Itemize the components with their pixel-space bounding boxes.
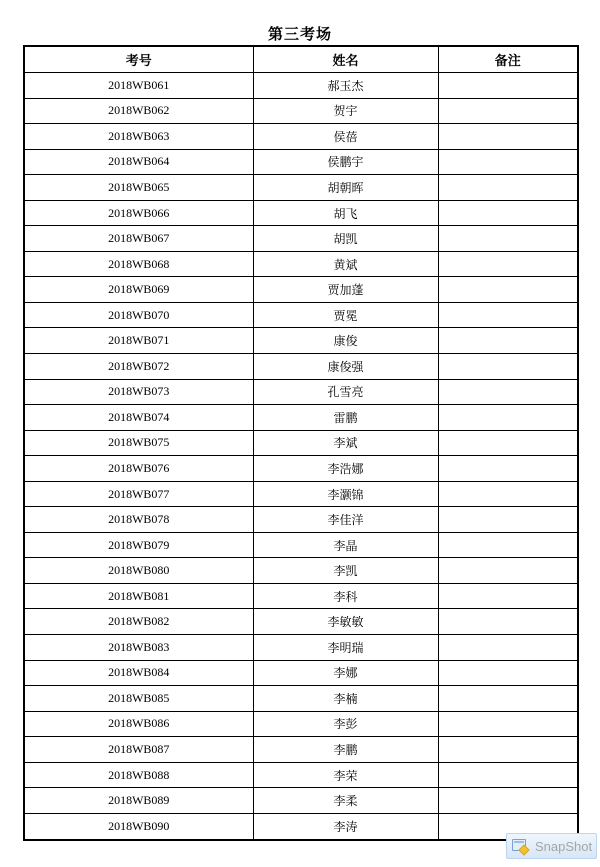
remark-cell	[438, 430, 578, 456]
remark-cell	[438, 405, 578, 431]
exam-number-cell: 2018WB066	[24, 200, 253, 226]
exam-number-cell: 2018WB075	[24, 430, 253, 456]
table-row	[24, 737, 578, 763]
remark-cell	[438, 379, 578, 405]
remark-cell	[438, 609, 578, 635]
table-row	[24, 762, 578, 788]
name-cell: 雷鹏	[253, 405, 438, 431]
table-row	[24, 660, 578, 686]
exam-number-cell: 2018WB080	[24, 558, 253, 584]
exam-number-cell: 2018WB084	[24, 660, 253, 686]
name-cell: 李斌	[253, 430, 438, 456]
table-row	[24, 635, 578, 661]
name-cell: 李楠	[253, 686, 438, 712]
remark-cell	[438, 302, 578, 328]
name-cell: 侯鹏宇	[253, 149, 438, 175]
remark-cell	[438, 737, 578, 763]
name-cell: 李彭	[253, 711, 438, 737]
remark-cell	[438, 532, 578, 558]
remark-cell	[438, 788, 578, 814]
header-row	[24, 46, 578, 73]
table-row	[24, 711, 578, 737]
column-header-remark: 备注	[438, 46, 578, 73]
snapshot-label: SnapShot	[535, 838, 593, 854]
remark-cell	[438, 226, 578, 252]
remark-cell	[438, 175, 578, 201]
remark-cell	[438, 635, 578, 661]
column-header-exam-number: 考号	[24, 46, 253, 73]
table-row	[24, 277, 578, 303]
exam-number-cell: 2018WB086	[24, 711, 253, 737]
table-row	[24, 124, 578, 150]
name-cell: 胡凯	[253, 226, 438, 252]
remark-cell	[438, 507, 578, 533]
page-title: 第三考场	[267, 27, 332, 43]
name-cell: 郝玉杰	[253, 73, 438, 99]
exam-number-cell: 2018WB081	[24, 583, 253, 609]
table-row	[24, 302, 578, 328]
remark-cell	[438, 660, 578, 686]
name-cell: 贾加蓬	[253, 277, 438, 303]
name-cell: 李敏敏	[253, 609, 438, 635]
name-cell: 李浩娜	[253, 456, 438, 482]
table-row	[24, 558, 578, 584]
name-cell: 胡飞	[253, 200, 438, 226]
exam-number-cell: 2018WB072	[24, 354, 253, 380]
table-row	[24, 73, 578, 99]
name-cell: 贺宇	[253, 98, 438, 124]
table-row	[24, 328, 578, 354]
name-cell: 孔雪亮	[253, 379, 438, 405]
table-row	[24, 175, 578, 201]
table-row	[24, 98, 578, 124]
exam-number-cell: 2018WB076	[24, 456, 253, 482]
exam-number-cell: 2018WB079	[24, 532, 253, 558]
name-cell: 李科	[253, 583, 438, 609]
name-cell: 侯蓓	[253, 124, 438, 150]
name-cell: 李佳洋	[253, 507, 438, 533]
table-row	[24, 507, 578, 533]
remark-cell	[438, 583, 578, 609]
exam-number-cell: 2018WB087	[24, 737, 253, 763]
exam-number-cell: 2018WB070	[24, 302, 253, 328]
table-row	[24, 226, 578, 252]
name-cell: 李荣	[253, 762, 438, 788]
exam-number-cell: 2018WB061	[24, 73, 253, 99]
snapshot-button[interactable]	[506, 833, 597, 859]
name-cell: 李明瑞	[253, 635, 438, 661]
roster-table	[23, 45, 579, 841]
column-header-name: 姓名	[253, 46, 438, 73]
exam-number-cell: 2018WB071	[24, 328, 253, 354]
remark-cell	[438, 762, 578, 788]
remark-cell	[438, 277, 578, 303]
name-cell: 胡朝晖	[253, 175, 438, 201]
exam-number-cell: 2018WB067	[24, 226, 253, 252]
table-row	[24, 788, 578, 814]
remark-cell	[438, 456, 578, 482]
name-cell: 李灏锦	[253, 481, 438, 507]
name-cell: 黄斌	[253, 251, 438, 277]
table-row	[24, 149, 578, 175]
remark-cell	[438, 328, 578, 354]
exam-number-cell: 2018WB090	[24, 813, 253, 840]
remark-cell	[438, 558, 578, 584]
name-cell: 李涛	[253, 813, 438, 840]
table-row	[24, 405, 578, 431]
exam-number-cell: 2018WB083	[24, 635, 253, 661]
exam-number-cell: 2018WB069	[24, 277, 253, 303]
table-row	[24, 200, 578, 226]
table-row	[24, 379, 578, 405]
exam-number-cell: 2018WB063	[24, 124, 253, 150]
exam-number-cell: 2018WB088	[24, 762, 253, 788]
table-row	[24, 532, 578, 558]
remark-cell	[438, 98, 578, 124]
name-cell: 李凯	[253, 558, 438, 584]
table-row	[24, 583, 578, 609]
name-cell: 康俊强	[253, 354, 438, 380]
exam-number-cell: 2018WB074	[24, 405, 253, 431]
remark-cell	[438, 124, 578, 150]
name-cell: 李鹏	[253, 737, 438, 763]
exam-number-cell: 2018WB073	[24, 379, 253, 405]
table-row	[24, 481, 578, 507]
remark-cell	[438, 481, 578, 507]
remark-cell	[438, 73, 578, 99]
remark-cell	[438, 711, 578, 737]
table-row	[24, 430, 578, 456]
exam-number-cell: 2018WB085	[24, 686, 253, 712]
remark-cell	[438, 251, 578, 277]
exam-number-cell: 2018WB068	[24, 251, 253, 277]
remark-cell	[438, 354, 578, 380]
snapshot-camera-icon	[512, 839, 528, 853]
remark-cell	[438, 686, 578, 712]
name-cell: 贾冕	[253, 302, 438, 328]
table-row	[24, 456, 578, 482]
exam-number-cell: 2018WB089	[24, 788, 253, 814]
table-row	[24, 686, 578, 712]
exam-number-cell: 2018WB078	[24, 507, 253, 533]
exam-number-cell: 2018WB065	[24, 175, 253, 201]
name-cell: 李柔	[253, 788, 438, 814]
remark-cell	[438, 200, 578, 226]
name-cell: 李娜	[253, 660, 438, 686]
name-cell: 康俊	[253, 328, 438, 354]
table-row	[24, 609, 578, 635]
exam-number-cell: 2018WB064	[24, 149, 253, 175]
table-row	[24, 354, 578, 380]
table-row	[24, 813, 578, 840]
exam-number-cell: 2018WB077	[24, 481, 253, 507]
roster-table-body	[24, 73, 578, 841]
remark-cell	[438, 149, 578, 175]
table-row	[24, 251, 578, 277]
name-cell: 李晶	[253, 532, 438, 558]
exam-number-cell: 2018WB062	[24, 98, 253, 124]
exam-number-cell: 2018WB082	[24, 609, 253, 635]
